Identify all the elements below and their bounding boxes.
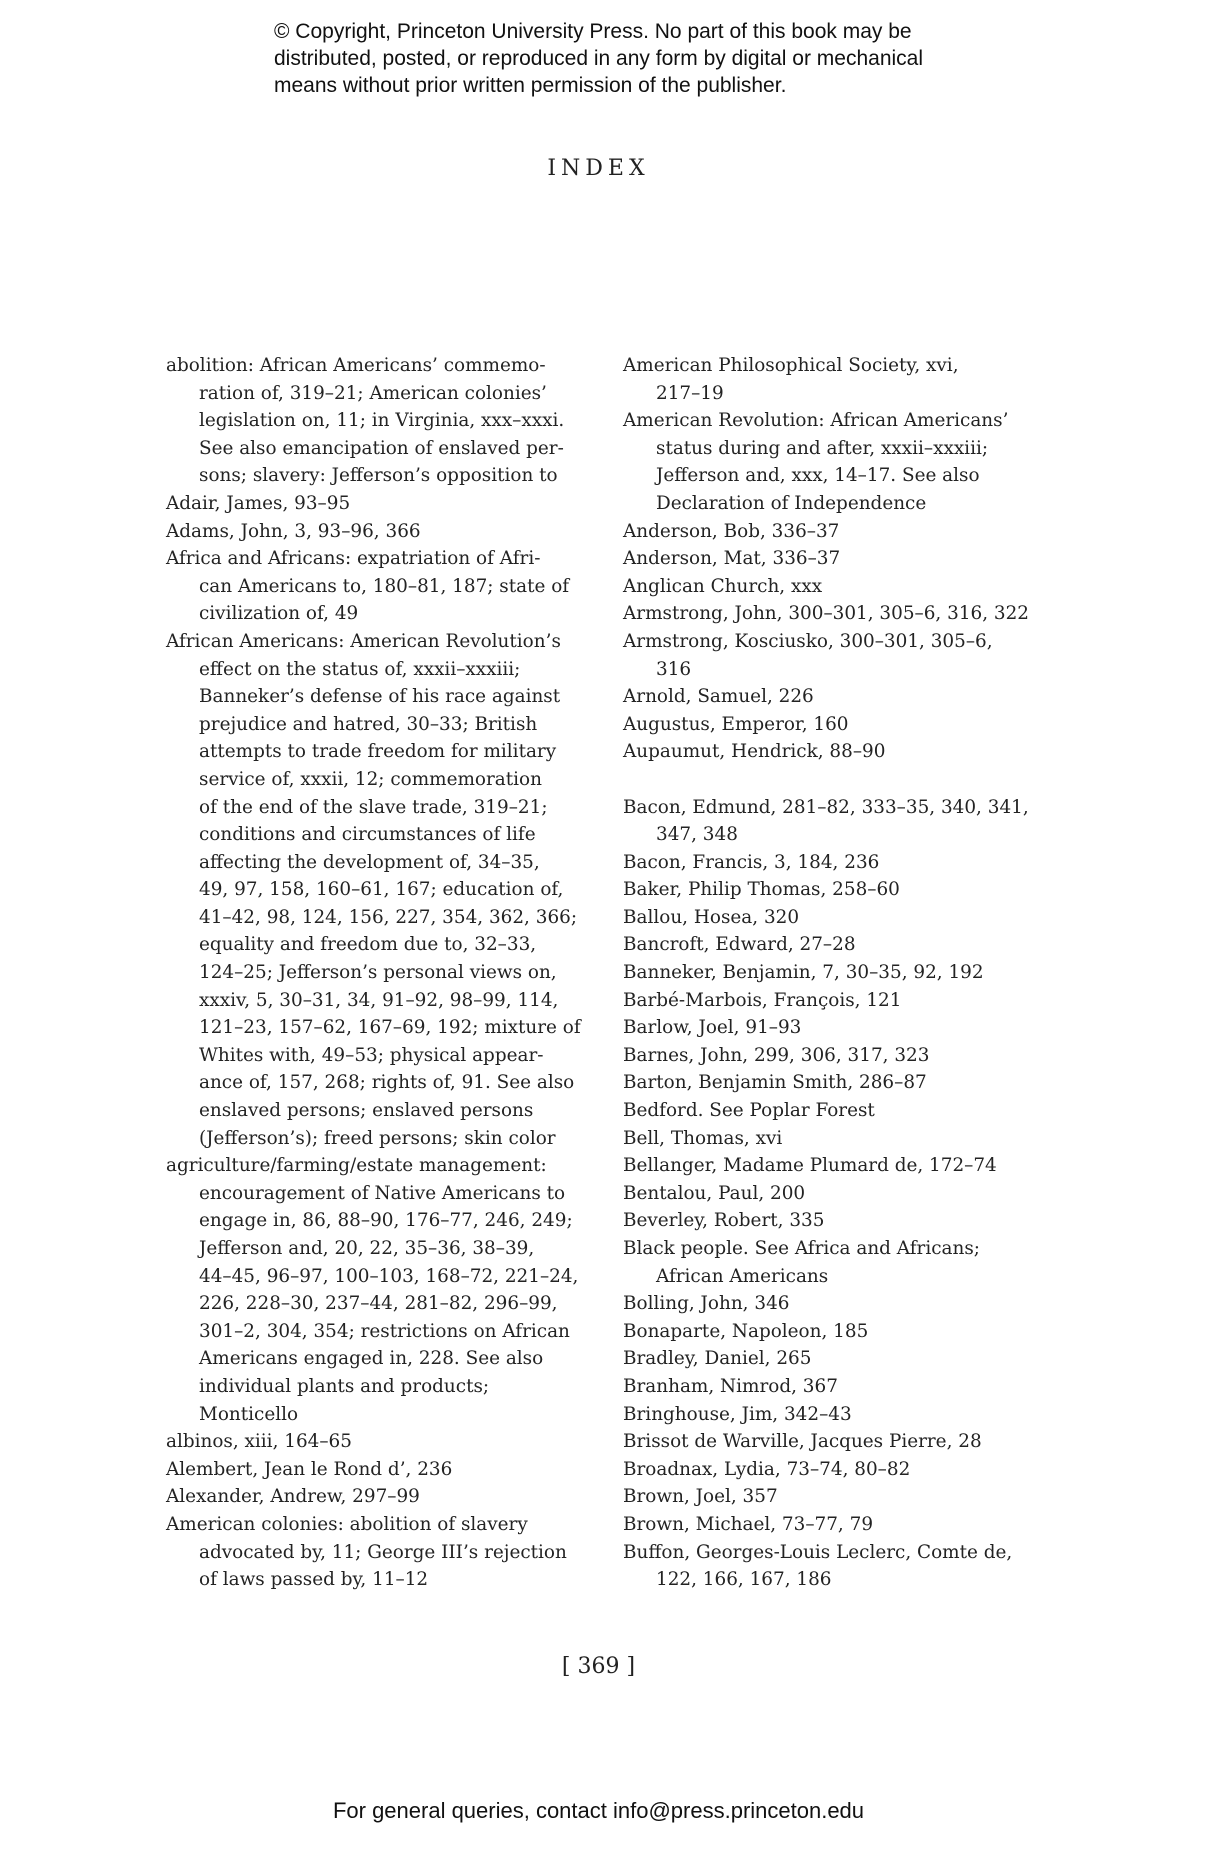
index-entry-continuation: 226, 228–30, 237–44, 281–82, 296–99, — [199, 1293, 558, 1315]
index-entry-continuation: status during and after, xxxii–xxxiii; — [656, 437, 989, 459]
index-entry-line: Branham, Nimrod, 367 — [623, 1375, 838, 1397]
copyright-line: © Copyright, Princeton University Press. No part of this book may be — [274, 20, 912, 43]
index-entry-line: American Revolution: African Americans’ — [623, 410, 1009, 432]
index-entry-continuation: See also emancipation of enslaved per- — [199, 437, 564, 459]
index-entry — [623, 1345, 1043, 1373]
index-entry-line: Buffon, Georges-Louis Leclerc, Comte de, — [623, 1541, 1013, 1563]
index-entry-continuation: service of, xxxii, 12; commemoration — [199, 768, 542, 790]
index-entry-continuation: 316 — [656, 658, 692, 680]
index-entry-continuation: engage in, 86, 88–90, 176–77, 246, 249; — [199, 1210, 573, 1232]
index-entry — [166, 545, 606, 628]
index-entry-line: abolition: African Americans’ commemo- — [166, 355, 546, 376]
index-entry — [623, 1014, 1043, 1042]
index-entry-continuation: encouragement of Native Americans to — [199, 1182, 566, 1204]
index-entry-continuation: enslaved persons; enslaved persons — [199, 1100, 534, 1122]
index-entry-line: Barbé-Marbois, François, 121 — [623, 989, 902, 1011]
page-number: [ 369 ] — [561, 1654, 636, 1679]
index-entry-line: Baker, Philip Thomas, 258–60 — [623, 879, 900, 901]
index-entry-line: Adair, James, 93–95 — [166, 492, 351, 514]
letter-group-gap — [623, 766, 1043, 794]
index-entry-continuation: of laws passed by, 11–12 — [199, 1569, 429, 1591]
index-entry-continuation: 41–42, 98, 124, 156, 227, 354, 362, 366; — [199, 906, 578, 928]
index-entry-continuation: conditions and circumstances of life — [199, 824, 536, 846]
index-entry — [623, 1483, 1043, 1511]
index-entry-continuation: Monticello — [199, 1403, 299, 1425]
footer-contact: For general queries, contact info@press.princeton.edu — [332, 1798, 865, 1823]
index-entry — [623, 518, 1043, 546]
index-entry-line: Barton, Benjamin Smith, 286–87 — [623, 1072, 927, 1094]
index-entry — [623, 545, 1043, 573]
index-entry-continuation: 49, 97, 158, 160–61, 167; education of, — [199, 879, 564, 901]
index-entry — [623, 1539, 1043, 1594]
index-entry — [623, 1152, 1043, 1180]
index-entry-continuation: Jefferson and, xxx, 14–17. See also — [656, 465, 980, 487]
index-entry — [166, 352, 606, 490]
index-entry-continuation: legislation on, 11; in Virginia, xxx–xxxi. — [199, 410, 565, 432]
index-entry — [623, 876, 1043, 904]
index-entry-line: Bancroft, Edward, 27–28 — [623, 934, 856, 956]
index-entry — [166, 518, 606, 546]
index-entry — [623, 573, 1043, 601]
index-column-left — [166, 352, 606, 1594]
index-entry-line: Armstrong, Kosciusko, 300–301, 305–6, — [623, 630, 993, 652]
page-title: INDEX — [547, 156, 650, 181]
index-entry-continuation: xxxiv, 5, 30–31, 34, 91–92, 98–99, 114, — [199, 989, 559, 1011]
index-entry-line: Adams, John, 3, 93–96, 366 — [166, 520, 421, 542]
index-entry-line: American Philosophical Society, xvi, — [623, 355, 959, 376]
index-entry-line: Brown, Michael, 73–77, 79 — [623, 1513, 874, 1535]
index-entry-continuation: (Jefferson’s); freed persons; skin color — [199, 1127, 556, 1149]
index-entry — [623, 1456, 1043, 1484]
index-entry — [166, 1428, 606, 1456]
index-entry-line: Alexander, Andrew, 297–99 — [166, 1486, 420, 1508]
index-entry-continuation: prejudice and hatred, 30–33; British — [199, 713, 538, 735]
index-entry-continuation: sons; slavery: Jefferson’s opposition to — [199, 465, 558, 487]
index-entry-continuation: 347, 348 — [656, 824, 738, 846]
index-entry-line: Ballou, Hosea, 320 — [623, 906, 800, 928]
index-entry-continuation: of the end of the slave trade, 319–21; — [199, 796, 548, 818]
index-entry — [623, 1207, 1043, 1235]
index-entry-line: Bolling, John, 346 — [623, 1293, 790, 1315]
index-entry-continuation: African Americans — [656, 1265, 829, 1287]
index-entry-line: Broadnax, Lydia, 73–74, 80–82 — [623, 1458, 911, 1480]
index-entry-line: agriculture/farming/estate management: — [166, 1155, 547, 1177]
index-entry-continuation: civilization of, 49 — [199, 603, 359, 625]
index-entry — [166, 490, 606, 518]
index-entry-line: Anderson, Bob, 336–37 — [623, 520, 840, 542]
index-entry — [166, 1152, 606, 1428]
index-entry-line: Bedford. See Poplar Forest — [623, 1100, 875, 1122]
index-entry-continuation: ance of, 157, 268; rights of, 91. See also — [199, 1072, 575, 1094]
index-entry-line: American colonies: abolition of slavery — [166, 1513, 528, 1535]
index-column-right — [623, 352, 1043, 1594]
index-entry — [623, 352, 1043, 407]
index-entry-line: Arnold, Samuel, 226 — [623, 686, 814, 708]
index-entry — [623, 628, 1043, 683]
index-entry-continuation: 122, 166, 167, 186 — [656, 1569, 832, 1591]
index-entry-continuation: affecting the development of, 34–35, — [199, 851, 540, 873]
index-entry — [623, 711, 1043, 739]
index-entry-continuation: ration of, 319–21; American colonies’ — [199, 382, 547, 404]
index-entry-line: albinos, xiii, 164–65 — [166, 1431, 352, 1453]
index-entry-line: Barlow, Joel, 91–93 — [623, 1017, 802, 1039]
index-entry-line: Africa and Africans: expatriation of Afri- — [166, 548, 541, 570]
index-entry-continuation: Jefferson and, 20, 22, 35–36, 38–39, — [199, 1238, 535, 1259]
index-entry — [623, 1401, 1043, 1429]
index-entry-continuation: Americans engaged in, 228. See also — [199, 1348, 544, 1370]
index-entry-line: Bacon, Edmund, 281–82, 333–35, 340, 341, — [623, 796, 1029, 818]
index-entry-continuation: 217–19 — [656, 382, 724, 404]
index-entry-line: Bradley, Daniel, 265 — [623, 1348, 812, 1370]
index-entry — [623, 1180, 1043, 1208]
index-entry-continuation: attempts to trade freedom for military — [199, 741, 557, 763]
index-entry-line: Anglican Church, xxx — [623, 575, 823, 597]
index-entry — [623, 1511, 1043, 1539]
index-entry-line: Brown, Joel, 357 — [623, 1486, 778, 1508]
index-entry-line: Bentalou, Paul, 200 — [623, 1182, 806, 1204]
index-entry — [166, 628, 606, 1152]
index-entry-continuation: 301–2, 304, 354; restrictions on African — [199, 1320, 570, 1342]
index-entry-line: Beverley, Robert, 335 — [623, 1210, 825, 1232]
index-entry-line: Bringhouse, Jim, 342–43 — [623, 1403, 852, 1425]
index-entry — [623, 683, 1043, 711]
index-entry — [623, 1318, 1043, 1346]
index-entry — [623, 904, 1043, 932]
index-entry-continuation: advocated by, 11; George III’s rejection — [199, 1541, 567, 1563]
index-entry-line: Bonaparte, Napoleon, 185 — [623, 1320, 869, 1342]
index-entry-line: Anderson, Mat, 336–37 — [623, 548, 841, 570]
index-entry — [623, 931, 1043, 959]
index-entry — [623, 794, 1043, 849]
index-entry — [623, 987, 1043, 1015]
index-group-a — [623, 352, 1043, 766]
index-entry — [623, 1290, 1043, 1318]
index-entry-line: Armstrong, John, 300–301, 305–6, 316, 322 — [623, 603, 1030, 625]
index-entry — [623, 1097, 1043, 1125]
index-entry-line: Alembert, Jean le Rond d’, 236 — [166, 1458, 453, 1480]
index-entry — [623, 1235, 1043, 1290]
index-entry-line: Brissot de Warville, Jacques Pierre, 28 — [623, 1431, 982, 1453]
index-entry-continuation: individual plants and products; — [199, 1375, 490, 1397]
index-entry-continuation: equality and freedom due to, 32–33, — [199, 934, 537, 956]
index-entry — [623, 738, 1043, 766]
index-entry-line: African Americans: American Revolution’s — [166, 630, 561, 652]
index-entry-continuation: Banneker’s defense of his race against — [199, 686, 561, 708]
index-entry-continuation: 124–25; Jefferson’s personal views on, — [199, 962, 557, 984]
index-entry — [623, 849, 1043, 877]
index-entry — [166, 1483, 606, 1511]
index-entry — [623, 1069, 1043, 1097]
copyright-line: distributed, posted, or reproduced in any form by digital or mechanical — [274, 47, 924, 70]
index-entry — [166, 1511, 606, 1594]
index-entry-line: Augustus, Emperor, 160 — [623, 713, 849, 735]
index-entry-continuation: Whites with, 49–53; physical appear- — [199, 1044, 544, 1066]
index-entry-continuation: 44–45, 96–97, 100–103, 168–72, 221–24, — [199, 1265, 579, 1287]
index-entry-line: Black people. See Africa and Africans; — [623, 1238, 980, 1259]
index-group-b — [623, 794, 1043, 1594]
index-entry — [623, 1428, 1043, 1456]
copyright-line: means without prior written permission of the publisher. — [274, 74, 787, 97]
index-entry-line: Aupaumut, Hendrick, 88–90 — [623, 741, 886, 763]
index-entry — [623, 1042, 1043, 1070]
copyright-notice — [274, 18, 974, 99]
index-entry-continuation: can Americans to, 180–81, 187; state of — [199, 575, 570, 597]
index-entry — [623, 959, 1043, 987]
index-entry-line: Barnes, John, 299, 306, 317, 323 — [623, 1044, 930, 1066]
index-entry-line: Bell, Thomas, xvi — [623, 1127, 783, 1149]
index-entry — [623, 600, 1043, 628]
index-entry-line: Banneker, Benjamin, 7, 30–35, 92, 192 — [623, 962, 984, 984]
index-entry-line: Bellanger, Madame Plumard de, 172–74 — [623, 1155, 997, 1177]
index-entry — [166, 1456, 606, 1484]
index-entry — [623, 407, 1043, 517]
index-entry-continuation: Declaration of Independence — [656, 492, 927, 514]
index-entry — [623, 1125, 1043, 1153]
index-entry-continuation: effect on the status of, xxxii–xxxiii; — [199, 658, 521, 680]
index-entry-continuation: 121–23, 157–62, 167–69, 192; mixture of — [199, 1017, 581, 1039]
index-entry — [623, 1373, 1043, 1401]
index-entry-line: Bacon, Francis, 3, 184, 236 — [623, 851, 880, 873]
